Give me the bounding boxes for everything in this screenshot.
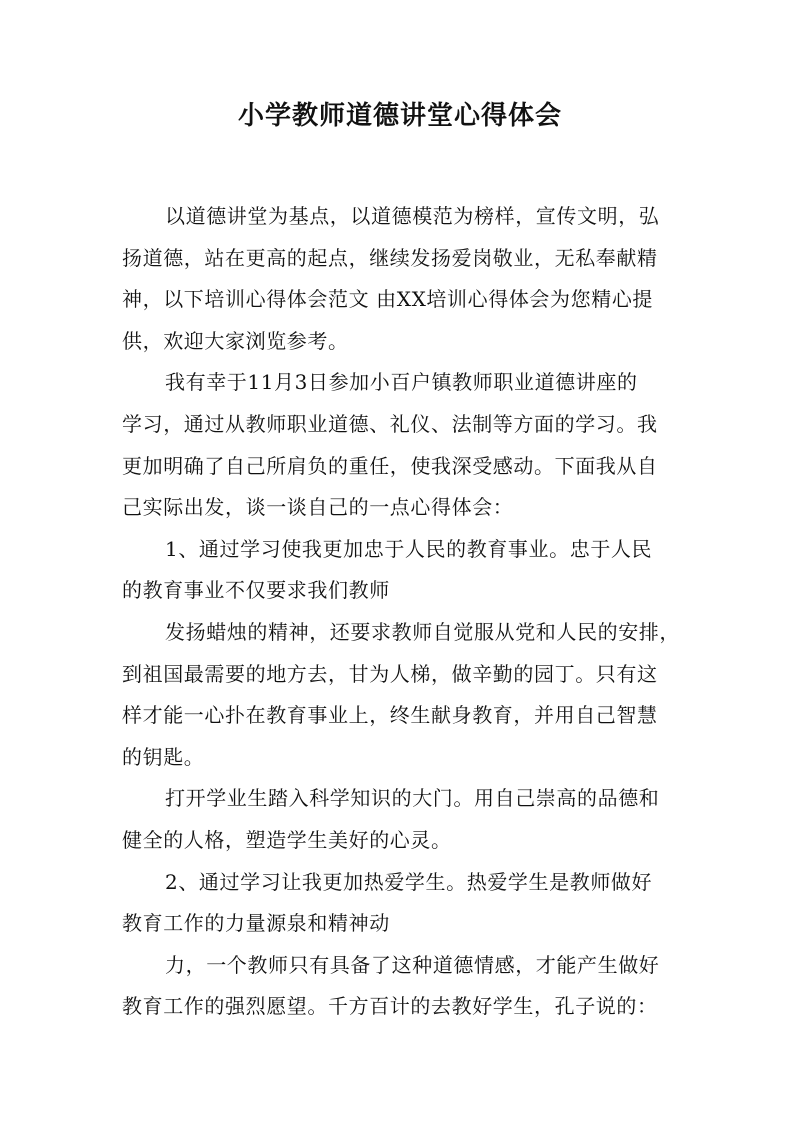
text-line: 以道德讲堂为基点，以道德模范为榜样，宣传文明，弘 <box>165 204 660 228</box>
text-line: 教育工作的力量源泉和精神动 <box>122 911 390 936</box>
text-line: 发扬蜡烛的精神，还要求教师自觉服从党和人民的安排， <box>165 619 680 644</box>
text-line: 的教育事业不仅要求我们教师 <box>122 578 390 603</box>
text-line: 打开学业生踏入科学知识的大门。用自己崇高的品德和 <box>165 786 660 811</box>
text-line: 2、通过学习让我更加热爱学生。热爱学生是教师做好 <box>165 869 653 894</box>
paragraph <box>122 196 682 362</box>
text-line: 健全的人格，塑造学生美好的心灵。 <box>122 827 452 852</box>
text-line: 教育工作的强烈愿望。千方百计的去教好学生，孔子说的： <box>122 994 658 1019</box>
paragraph <box>122 612 682 778</box>
text-line: 我有幸于11月3日参加小百户镇教师职业道德讲座的 <box>165 370 638 395</box>
text-line: 供，欢迎大家浏览参考。 <box>122 328 349 353</box>
paragraph <box>122 529 682 612</box>
text-line: 的钥匙。 <box>122 744 205 769</box>
document-body <box>122 196 682 1028</box>
text-line: 神，以下培训心得体会范文 由XX培训心得体会为您精心提 <box>122 287 654 312</box>
text-line: 1、通过学习使我更加忠于人民的教育事业。忠于人民 <box>165 536 653 561</box>
text-line: 更加明确了自己所肩负的重任，使我深受感动。下面我从自 <box>122 453 658 478</box>
text-line: 样才能一心扑在教育事业上，终生献身教育，并用自己智慧 <box>122 703 658 728</box>
text-line: 学习，通过从教师职业道德、礼仪、法制等方面的学习。我 <box>122 411 658 436</box>
text-line: 到祖国最需要的地方去，甘为人梯，做辛勤的园丁。只有这 <box>122 661 658 686</box>
paragraph <box>122 778 682 861</box>
paragraph <box>122 945 682 1028</box>
paragraph <box>122 362 682 528</box>
document-title: 小学教师道德讲堂心得体会 <box>237 101 562 131</box>
text-line: 力，一个教师只有具备了这种道德情感，才能产生做好 <box>165 952 660 977</box>
text-line: 己实际出发，谈一谈自己的一点心得体会： <box>122 495 514 520</box>
text-line: 扬道德，站在更高的起点，继续发扬爱岗敬业，无私奉献精 <box>122 245 658 270</box>
paragraph <box>122 862 682 945</box>
